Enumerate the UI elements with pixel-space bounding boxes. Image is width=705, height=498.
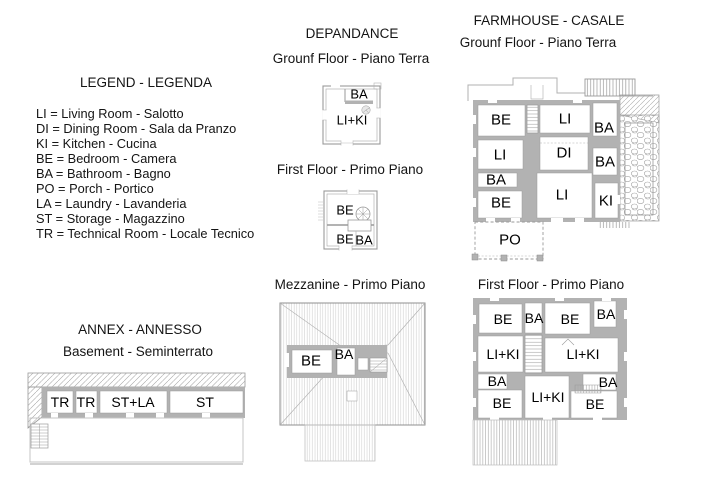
bottom-hatch (598, 222, 630, 228)
room-label: ST+LA (111, 394, 155, 410)
stairwell-icon (525, 335, 542, 373)
farmhouse-first-subtitle: First Floor - Primo Piano (477, 277, 625, 292)
room-label: BE (493, 311, 513, 327)
room-label: BA (487, 373, 507, 389)
legend-item: KI = Kitchen - Cucina (36, 136, 157, 151)
legend-item: TR = Technical Room - Locale Tecnico (36, 226, 255, 241)
annex-drawing (25, 370, 250, 498)
legend-item: PO = Porch - Portico (36, 181, 154, 196)
room-label: BE (490, 111, 512, 129)
room-label: BA (350, 86, 368, 102)
farmhouse-ground-subtitle: Grounf Floor - Piano Terra (459, 35, 617, 50)
room-label: BA (596, 306, 616, 322)
upper-terrace-outline (468, 78, 585, 101)
legend-item: BE = Bedroom - Camera (36, 151, 177, 166)
room-label: KI (598, 192, 614, 210)
annex-subtitle: Basement - Seminterrato (62, 344, 214, 359)
lower-roof (305, 425, 375, 461)
depandance-first-subtitle: First Floor - Primo Piano (276, 162, 424, 177)
farmhouse-ground-plan (455, 55, 665, 270)
spiral-stair-icon (356, 207, 370, 221)
retaining-wall (28, 373, 245, 387)
window-gap (285, 353, 289, 367)
room-label: BE (492, 395, 512, 411)
room-label: LI+KI (486, 346, 520, 362)
room-label: BE (336, 202, 354, 218)
legend-item: DI = Dining Room - Sala da Pranzo (36, 121, 237, 136)
room-label: BA (485, 171, 507, 189)
terrace (30, 418, 243, 464)
depandance-title: DEPANDANCE (305, 26, 399, 41)
stone-terrace (620, 95, 659, 221)
annex-title: ANNEX - ANNESSO (78, 322, 202, 337)
legend-item: LI = Living Room - Salotto (36, 106, 184, 121)
stairs-icon (527, 105, 538, 133)
room-label: BE (560, 311, 580, 327)
room-label: LI+KI (336, 112, 368, 128)
depandance-first-plan (316, 186, 386, 256)
mezzanine-drawing (275, 295, 465, 470)
mezzanine-subtitle: Mezzanine - Primo Piano (274, 277, 426, 292)
annex-basement-plan (25, 370, 250, 498)
room-label: DI (556, 144, 572, 162)
room-label: BE (585, 396, 605, 412)
external-stairs-icon (585, 79, 653, 96)
legend-item: LA = Laundry - Lavanderia (36, 196, 187, 211)
farmhouse-title: FARMHOUSE - CASALE (473, 13, 625, 28)
left-hatch (318, 202, 323, 220)
room-label: LI+KI (566, 346, 600, 362)
skylight (347, 391, 357, 401)
room-label: TR (76, 394, 96, 410)
legend-item: BA = Bathroom - Bagno (36, 166, 171, 181)
stairs-icon (31, 424, 48, 448)
room-label: BE (300, 352, 322, 370)
small-stairs-icon (575, 385, 601, 393)
farmhouse-ground-drawing (455, 55, 665, 270)
legend-list (36, 106, 254, 241)
room-label: BA (355, 232, 373, 248)
depandance-ground-plan (315, 82, 385, 152)
stairs-icon (370, 358, 387, 372)
room-label: BA (598, 374, 618, 390)
room-label: BE (490, 194, 512, 212)
room-label: BE (336, 231, 354, 247)
room-label: PO (499, 231, 521, 249)
room-label: ST (196, 394, 214, 410)
room-label: BA (594, 153, 616, 171)
room-label: LI (493, 146, 507, 164)
room-label: LI (558, 110, 572, 128)
legend-item: ST = Storage - Magazzino (36, 211, 185, 226)
farmhouse-first-plan (465, 290, 665, 470)
room-label: BA (524, 310, 544, 326)
room-label: TR (50, 394, 70, 410)
room-label: LI+KI (531, 389, 565, 405)
room-label: LI (555, 186, 569, 204)
legend-title: LEGEND - LEGENDA (79, 75, 213, 90)
porch-roof-hatch (473, 420, 557, 465)
room-label: BA (334, 346, 354, 362)
mezzanine-plan (275, 295, 465, 470)
room-label: BA (593, 119, 615, 137)
depandance-ground-subtitle: Grounf Floor - Piano Terra (272, 51, 430, 66)
